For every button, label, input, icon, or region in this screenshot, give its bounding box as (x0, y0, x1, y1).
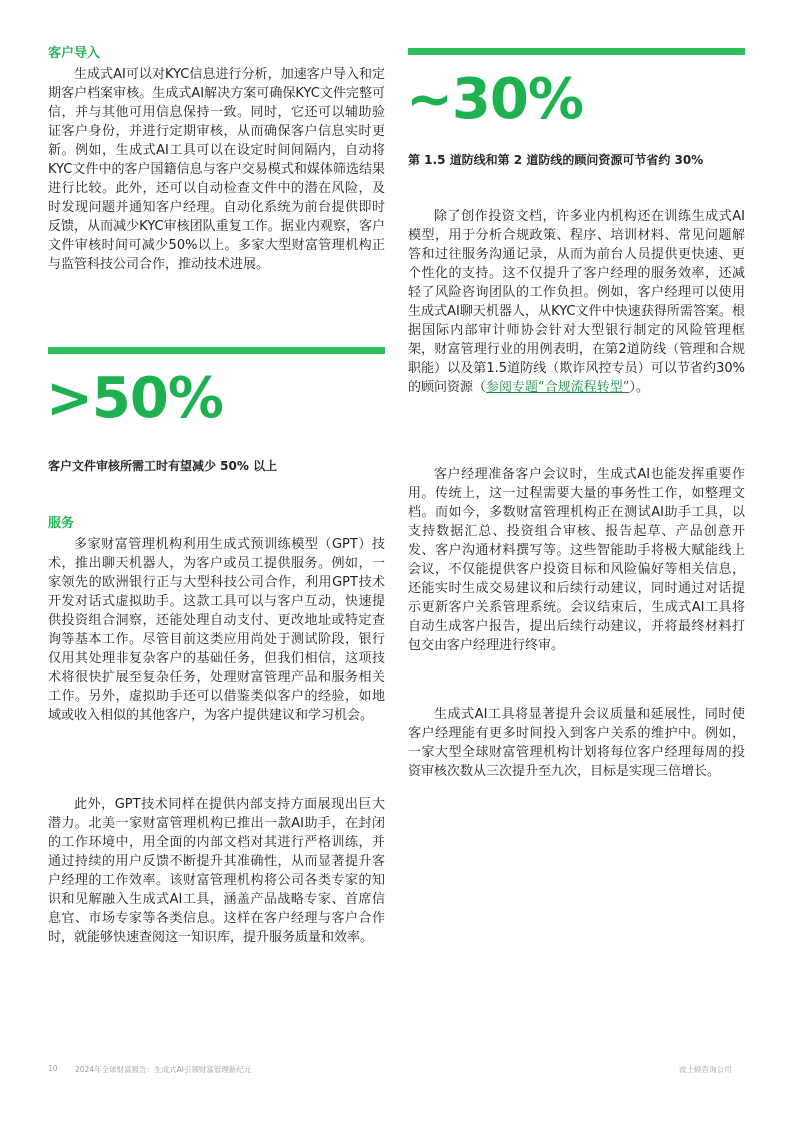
service-heading: 服务 (48, 516, 75, 531)
meeting-scale-paragraph: 生成式AI工具将显著提升会议质量和延展性，同时使客户经理能有更多时间投入到客户关系的维护中。例如，一家大型全球财富管理机构计划将每位客户经理每周的投资审核次数从三次提升至九次，目标是实现三倍增长。 (408, 707, 745, 779)
onboarding-heading: 客户导入 (48, 46, 101, 61)
stat-divider-bar (408, 48, 745, 55)
company-name: 波士顿咨询公司 (679, 1065, 732, 1074)
service-paragraph-2: 此外，GPT技术同样在提供内部支持方面展现出巨大潜力。北美一家财富管理机构已推出一款AI助手，在封闭的工作环境中，用全面的内部文档对其进行严格训练，并通过持续的用户反馈不断提升其准确性，从而显著提升客户经理的工作效率。该财富管理机构将公司各类专家的知识和见解融入生成式AI工具，涵盖产品战略专家、首席信息官、市场专家等各类信息。这样在客户经理与客户合作时，就能够快速查阅这一知识库，提升服务质量和效率。 (48, 797, 385, 945)
stat-value-30: ~30% (406, 67, 583, 132)
stat-divider-bar (48, 347, 385, 354)
stat-caption-50: 客户文件审核所需工时有望减少 50% 以上 (48, 459, 278, 473)
compliance-text: 除了创作投资文档，许多业内机构还在训练生成式AI模型，用于分析合规政策、程序、培训材料、常见问题解答和过往服务沟通记录，从而为前台人员提供更快速、更个性化的支持。这不仅提升了客户经理的服务效率，还减轻了风险咨询团队的工作负担。例如，客户经理可以使用生成式AI聊天机器人，从KYC文件中快速获得所需答案。根据国际内部审计师协会针对大型银行制定的风险管理框架，财富管理行业的用例表明，在第2道防线（管理和合规职能）以及第1.5道防线（欺诈风控专员）可以节省约30%的顾问资源（ (408, 209, 745, 395)
compliance-text-end: ）。 (629, 380, 650, 395)
compliance-topic-link[interactable]: 参阅专题“合规流程转型” (486, 380, 630, 395)
page-number: 10 (48, 1064, 58, 1073)
compliance-paragraph (408, 207, 745, 397)
meeting-paragraph: 客户经理准备客户会议时，生成式AI也能发挥重要作用。传统上，这一过程需要大量的事务性工作，如整理文档。而如今，多数财富管理机构正在测试AI助手工具，以支持数据汇总、投资组合审核、报告起草、产品创意开发、客户沟通材料撰写等。这些智能助手将极大赋能线上会议，不仅能提供客户投资目标和风险偏好等相关信息，还能实时生成交易建议和后续行动建议，同时通过对话提示更新客户关系管理系统。会议结束后，生成式AI工具将自动生成客户报告，提出后续行动建议，并将最终材料打包交由客户经理进行终审。 (408, 467, 745, 653)
report-title: 2024年全球财富报告：生成式AI引领财富管理新纪元 (75, 1065, 252, 1074)
stat-value-50: >50% (46, 366, 223, 431)
stat-caption-30: 第 1.5 道防线和第 2 道防线的顾问资源可节省约 30% (408, 153, 704, 167)
service-paragraph-1: 多家财富管理机构利用生成式预训练模型（GPT）技术，推出聊天机器人，为客户或员工提供服务。例如，一家领先的欧洲银行正与大型科技公司合作，利用GPT技术开发对话式虚拟助手。这款工具可以与客户互动，快速提供投资组合洞察，还能处理自动支付、更改地址或特定查询等基本工作。尽管目前这类应用尚处于测试阶段，银行仅用其处理非复杂客户的基础任务，但我们相信，这项技术将很快扩展至复杂任务，处理财富管理产品和服务相关工作。另外，虚拟助手还可以借鉴类似客户的经验，如地域或收入相似的其他客户，为客户提供建议和学习机会。 (48, 537, 385, 723)
onboarding-paragraph: 生成式AI可以对KYC信息进行分析，加速客户导入和定期客户档案审核。生成式AI解决方案可确保KYC文件完整可信，并与其他可用信息保持一致。同时，它还可以辅助验证客户身份，并进行定期审核，从而确保客户信息实时更新。例如，生成式AI工具可以在设定时间间隔内，自动将KYC文件中的客户国籍信息与客户交易模式和媒体筛选结果进行比较。此外，还可以自动检查文件中的潜在风险，及时发现问题并通知客户经理。自动化系统为前台提供即时反馈，从而减少KYC审核团队重复工作。据业内观察，客户文件审核时间可减少50%以上。多家大型财富管理机构正与监管科技公司合作，推动技术进展。 (48, 67, 385, 272)
